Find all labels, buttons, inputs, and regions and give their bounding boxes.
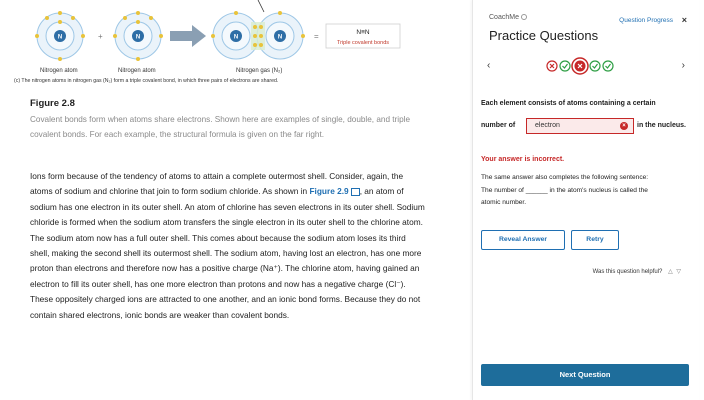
post-blank-text: in the nucleus. <box>637 122 687 129</box>
svg-text:N: N <box>277 34 283 41</box>
reaction-arrow-icon <box>170 25 206 47</box>
coachme-panel <box>472 0 699 400</box>
svg-text:Triple covalent bonds: Triple covalent bonds <box>336 40 390 46</box>
body-text-part-1: Ions form because of the tendency of atoms to attain a complete outermost shell. Consider, again, the atoms of sodium and chlorine that join to form sodium chloride. As shown in <box>30 171 404 197</box>
figure-description: Covalent bonds form when atoms share electrons. Shown here are examples of single, double, and triple covalent bonds. For each example, the structural formula is given on the far right. <box>30 115 411 139</box>
formula-box <box>326 24 400 48</box>
close-icon[interactable]: × <box>681 15 687 25</box>
body-text-part-2: , an atom of sodium has one electron in its outer shell. An atom of chlorine has seven electrons in its outer shell. Sodium chloride is formed when the sodium atom transfers the single electron in its outer shell to the chlorine atom. The sodium atom now has a full outer shell. This comes about because the sodium atom loses its third shell, making the second shell its outermost shell. The sodium atom, having lost an electron, has one more proton than electrons and therefore now has a positive charge (Na⁺). The chlorine atom, having gained an electron to fill its outer shell, has one more electron than protons and now has a negative charge (Cl⁻). These oppositely charged ions are attracted to one another, and an ionic bond forms. Because they do not contain shared electrons, ionic bonds are weaker than covalent bonds. <box>30 186 425 320</box>
previous-question-icon[interactable]: ‹ <box>487 60 491 71</box>
svg-text:N: N <box>135 34 141 41</box>
brand: CoachMe <box>489 14 527 21</box>
pre-blank-text: number of <box>481 122 516 129</box>
thumbs-up-icon[interactable]: △ <box>668 269 673 275</box>
svg-text:=: = <box>314 32 319 41</box>
atom-label-3: Nitrogen gas (N₂) <box>236 68 283 74</box>
progress-dots <box>545 56 625 76</box>
answer-input[interactable] <box>526 118 634 134</box>
panel-title: Practice Questions <box>489 28 599 43</box>
reveal-answer-button[interactable]: Reveal Answer <box>481 230 565 250</box>
figure-subcaption: (c) The nitrogen atoms in nitrogen gas (N₂) form a triple covalent bond, in which three pairs of electrons are shared. <box>14 78 279 84</box>
answer-explanation: The same answer also completes the following sentence: The number of ______ in the atom's nucleus is called the atomic number. <box>481 174 649 206</box>
next-question-icon[interactable]: › <box>681 60 685 71</box>
figure-title: Figure 2.8 <box>30 98 75 109</box>
answer-status: Your answer is incorrect. <box>481 156 565 163</box>
svg-text:N≡N: N≡N <box>356 29 370 36</box>
next-question-button[interactable]: Next Question <box>481 364 689 386</box>
svg-text:N: N <box>233 34 239 41</box>
answer-value: electron <box>535 122 560 129</box>
helpful-prompt: Was this question helpful? △ ▽ <box>592 269 681 275</box>
thumbs-down-icon[interactable]: ▽ <box>676 269 681 275</box>
progress-dot-incorrect-icon[interactable] <box>547 61 557 71</box>
progress-dot-correct-icon[interactable] <box>603 61 613 71</box>
progress-dot-correct-icon[interactable] <box>560 61 570 71</box>
info-icon <box>521 14 527 20</box>
nitrogen-molecule <box>211 0 305 59</box>
clear-answer-icon[interactable]: × <box>620 122 628 130</box>
nitrogen-diagram <box>14 0 454 80</box>
svg-text:N: N <box>57 34 63 41</box>
atom-label-1: Nitrogen atom <box>40 68 78 74</box>
figure-link[interactable]: Figure 2.9 <box>309 186 359 196</box>
atom-label-2: Nitrogen atom <box>118 68 156 74</box>
figure-nitrogen-bond <box>14 0 454 90</box>
figure-link-icon <box>351 188 360 196</box>
nitrogen-atom-1 <box>35 11 85 61</box>
body-paragraph <box>30 169 425 323</box>
svg-text:+: + <box>98 32 103 41</box>
question-progress-link[interactable]: Question Progress <box>619 17 673 24</box>
progress-dot-current-incorrect-icon[interactable] <box>572 58 588 74</box>
question-blank-row <box>481 118 695 134</box>
nitrogen-atom-2 <box>113 11 163 61</box>
progress-dot-correct-icon[interactable] <box>590 61 600 71</box>
retry-button[interactable]: Retry <box>571 230 619 250</box>
question-text: Each element consists of atoms containing a certain <box>481 100 656 107</box>
